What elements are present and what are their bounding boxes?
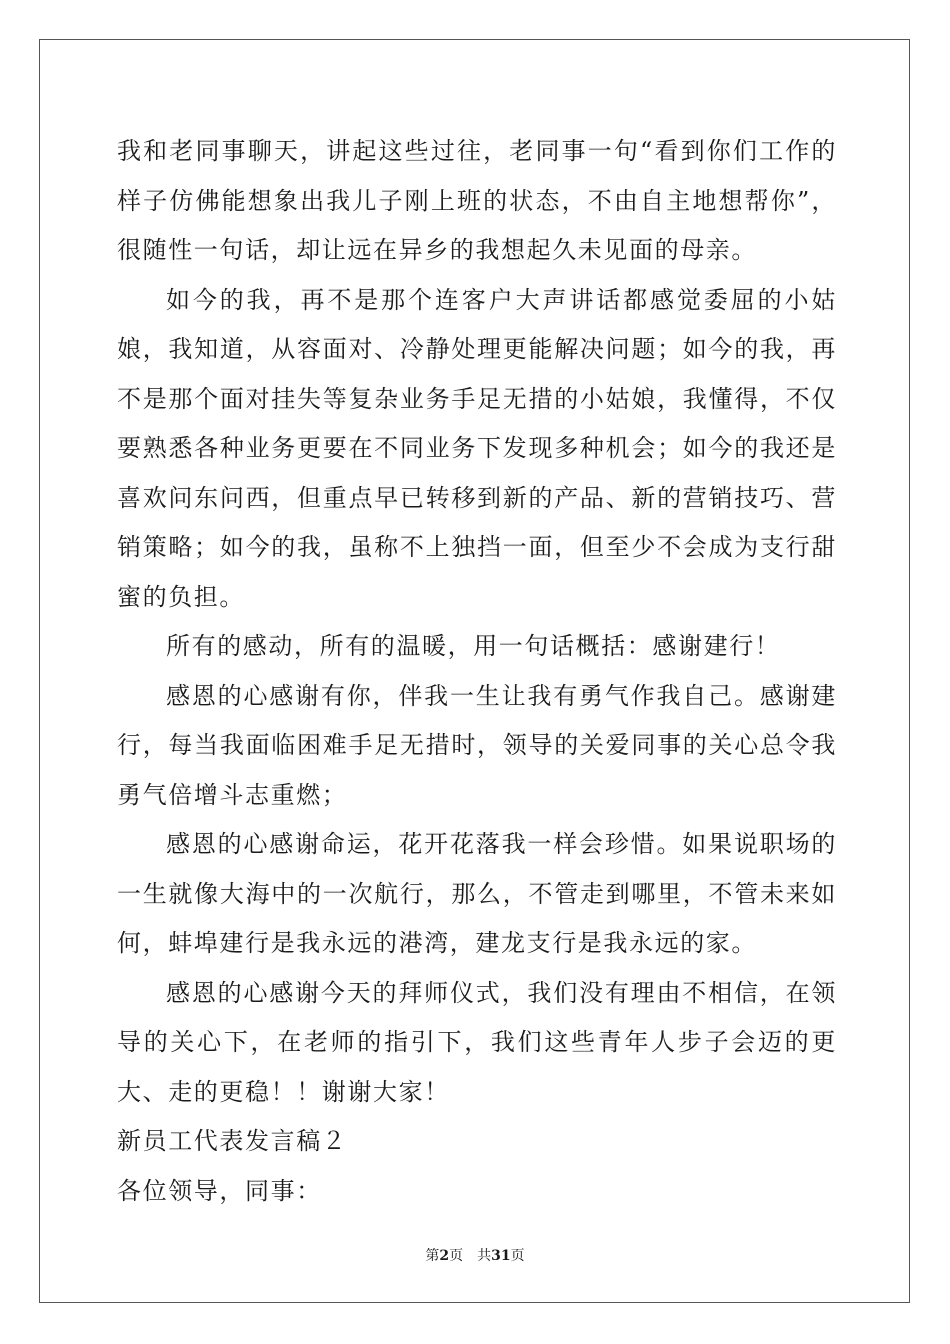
salutation: 各位领导，同事： [117, 1176, 322, 1205]
total-pages: 31 [491, 1248, 511, 1264]
paragraph: 感恩的心感谢命运，花开花落我一样会珍惜。如果说职场的一生就像大海中的一次航行，那么，不管走到哪里，不管未来如何，蚌埠建行是我永远的港湾，建龙支行是我永远的家。 [117, 830, 837, 957]
paragraph: 如今的我，再不是那个连客户大声讲话都感觉委屈的小姑娘，我知道，从容面对、冷静处理更能解决问题；如今的我，再不是那个面对挂失等复杂业务手足无措的小姑娘，我懂得，不仅要熟悉各种业务更要在不同业务下发现多种机会；如今的我还是喜欢问东问西，但重点早已转移到新的产品、新的营销技巧、营销策略；如今的我，虽称不上独挡一面，但至少不会成为支行甜蜜的负担。 [117, 285, 837, 611]
page-prefix: 第 [425, 1248, 440, 1264]
section-heading: 新员工代表发言稿２ [117, 1127, 348, 1155]
paragraph: 所有的感动，所有的温暖，用一句话概括：感谢建行！ [166, 632, 781, 660]
page-number: 2 [439, 1248, 450, 1264]
paragraph: 感恩的心感谢今天的拜师仪式，我们没有理由不相信，在领导的关心下，在老师的指引下，我们这些青年人步子会迈的更大、走的更稳！！谢谢大家！ [117, 978, 837, 1106]
page-suffix: 页 [449, 1248, 464, 1264]
page-footer [0, 1247, 950, 1265]
total-suffix: 页 [510, 1248, 525, 1264]
document-body [117, 127, 837, 1216]
paragraph: 我和老同事聊天，讲起这些过往，老同事一句“看到你们工作的样子仿佛能想象出我儿子刚上班的状态，不由自主地想帮你”，很随性一句话，却让远在异乡的我想起久未见面的母亲。 [117, 137, 837, 264]
total-prefix: 共 [477, 1248, 492, 1264]
paragraph: 感恩的心感谢有你，伴我一生让我有勇气作我自己。感谢建行，每当我面临困难手足无措时，领导的关爱同事的关心总令我勇气倍增斗志重燃； [117, 681, 837, 809]
